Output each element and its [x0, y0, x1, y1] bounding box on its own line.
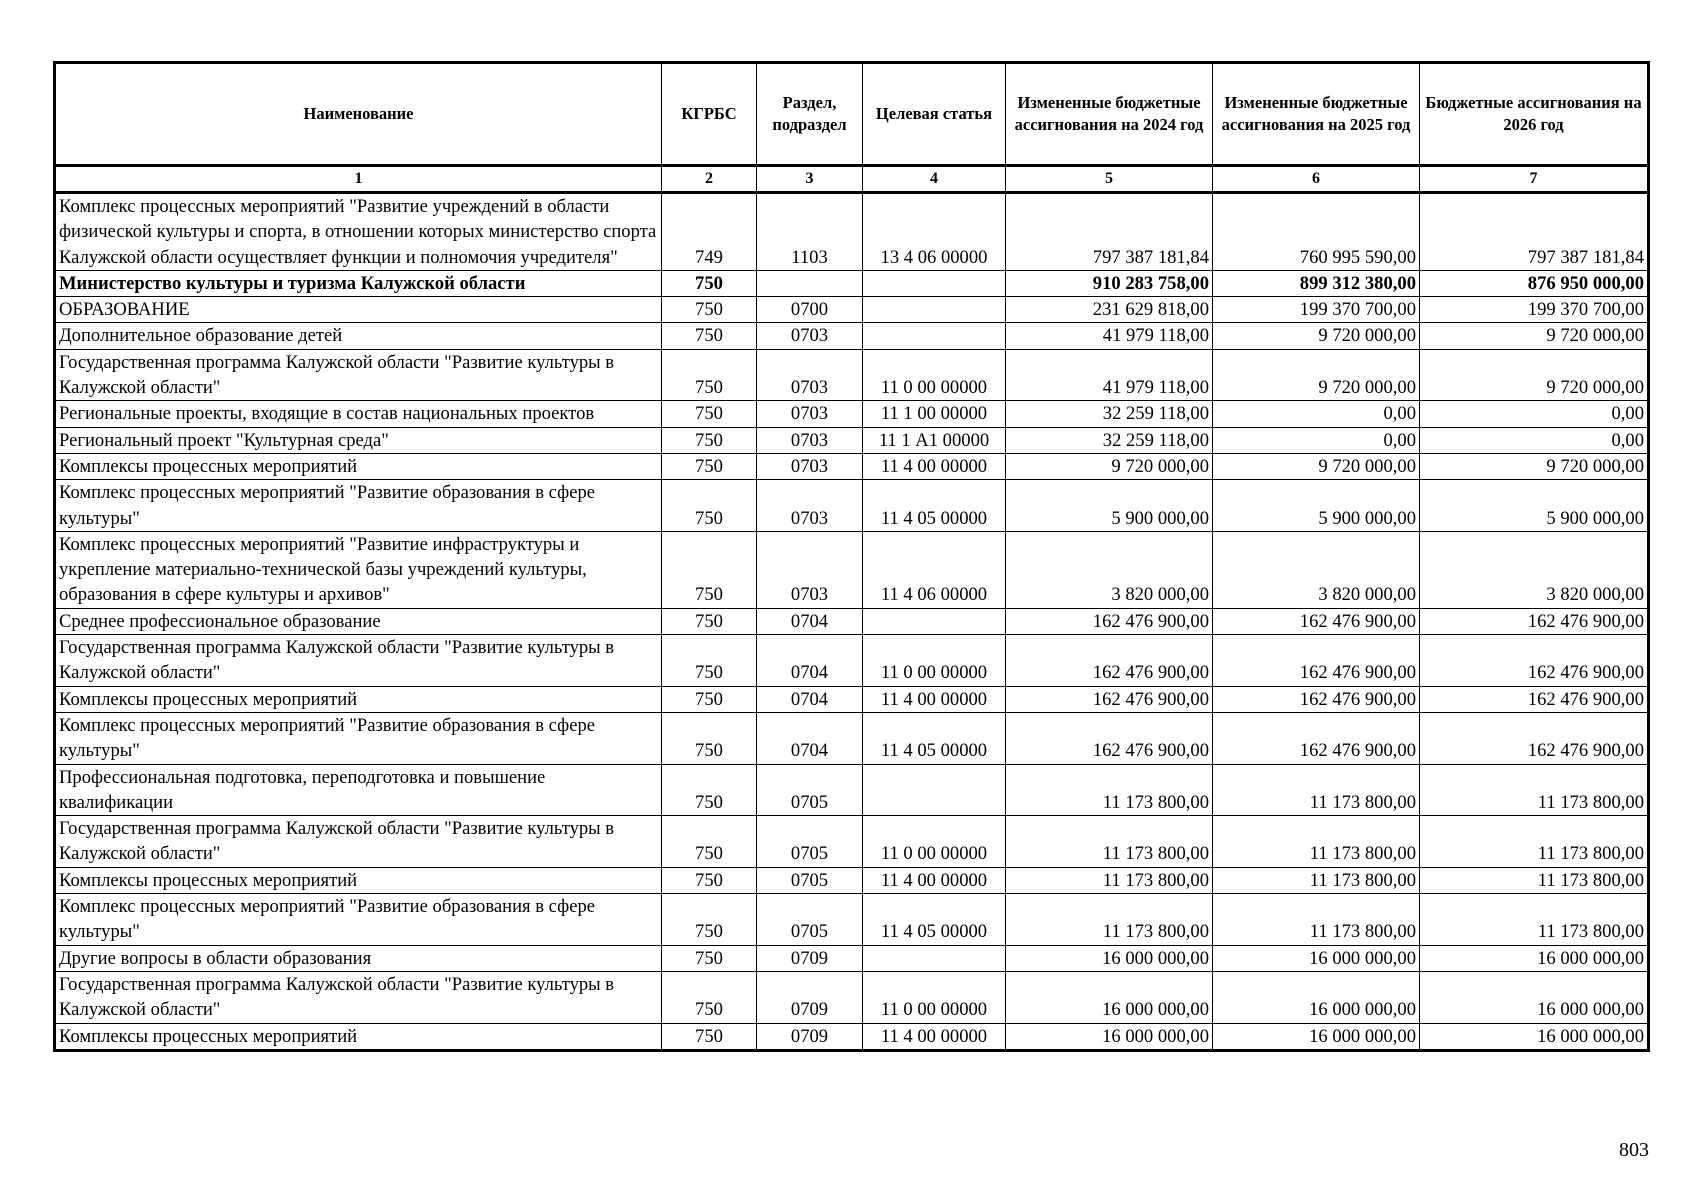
cell-amount-2025: 16 000 000,00 [1213, 945, 1420, 971]
column-number: 4 [863, 166, 1006, 193]
cell-section: 1103 [757, 193, 863, 271]
cell-target [863, 297, 1006, 323]
cell-amount-2026: 0,00 [1420, 427, 1649, 453]
cell-name: Государственная программа Калужской области "Развитие культуры в Калужской области" [55, 349, 662, 401]
table-row [55, 635, 1649, 687]
cell-kgrbs: 750 [662, 764, 757, 816]
table-row [55, 453, 1649, 479]
column-number: 1 [55, 166, 662, 193]
cell-name: Комплекс процессных мероприятий "Развитие образования в сфере культуры" [55, 712, 662, 764]
cell-name: Региональный проект "Культурная среда" [55, 427, 662, 453]
cell-section: 0703 [757, 323, 863, 349]
table-row [55, 270, 1649, 296]
cell-amount-2026: 11 173 800,00 [1420, 867, 1649, 893]
cell-amount-2024: 11 173 800,00 [1006, 867, 1213, 893]
page-number: 803 [1619, 1139, 1649, 1161]
cell-target: 11 4 05 00000 [863, 480, 1006, 532]
cell-amount-2025: 0,00 [1213, 401, 1420, 427]
table-row [55, 531, 1649, 608]
cell-name: Государственная программа Калужской области "Развитие культуры в Калужской области" [55, 816, 662, 868]
cell-amount-2024: 16 000 000,00 [1006, 971, 1213, 1023]
header-name: Наименование [55, 63, 662, 166]
cell-section: 0705 [757, 816, 863, 868]
cell-amount-2025: 5 900 000,00 [1213, 480, 1420, 532]
cell-amount-2025: 760 995 590,00 [1213, 193, 1420, 271]
cell-section: 0709 [757, 945, 863, 971]
cell-amount-2026: 162 476 900,00 [1420, 608, 1649, 634]
column-number: 7 [1420, 166, 1649, 193]
cell-kgrbs: 750 [662, 712, 757, 764]
table-row [55, 349, 1649, 401]
table-row [55, 608, 1649, 634]
cell-target [863, 608, 1006, 634]
cell-section: 0705 [757, 867, 863, 893]
cell-name: Региональные проекты, входящие в состав национальных проектов [55, 401, 662, 427]
cell-amount-2026: 162 476 900,00 [1420, 712, 1649, 764]
cell-name: Среднее профессиональное образование [55, 608, 662, 634]
cell-section: 0703 [757, 531, 863, 608]
cell-amount-2026: 9 720 000,00 [1420, 323, 1649, 349]
cell-section: 0709 [757, 971, 863, 1023]
cell-target: 13 4 06 00000 [863, 193, 1006, 271]
table-row [55, 401, 1649, 427]
cell-amount-2024: 11 173 800,00 [1006, 764, 1213, 816]
cell-target: 11 1 00 00000 [863, 401, 1006, 427]
header-kgrbs: КГРБС [662, 63, 757, 166]
table-row [55, 945, 1649, 971]
cell-target [863, 270, 1006, 296]
cell-amount-2025: 9 720 000,00 [1213, 349, 1420, 401]
cell-amount-2024: 162 476 900,00 [1006, 608, 1213, 634]
cell-section: 0703 [757, 453, 863, 479]
table-row [55, 686, 1649, 712]
cell-amount-2024: 231 629 818,00 [1006, 297, 1213, 323]
cell-amount-2024: 910 283 758,00 [1006, 270, 1213, 296]
cell-name: Комплекс процессных мероприятий "Развитие образования в сфере культуры" [55, 480, 662, 532]
column-number: 5 [1006, 166, 1213, 193]
cell-name: Государственная программа Калужской области "Развитие культуры в Калужской области" [55, 635, 662, 687]
cell-amount-2026: 9 720 000,00 [1420, 453, 1649, 479]
header-section: Раздел, подраздел [757, 63, 863, 166]
cell-kgrbs: 750 [662, 270, 757, 296]
cell-section: 0705 [757, 894, 863, 946]
cell-amount-2026: 199 370 700,00 [1420, 297, 1649, 323]
cell-section: 0703 [757, 401, 863, 427]
cell-name: Комплексы процессных мероприятий [55, 453, 662, 479]
table-row [55, 764, 1649, 816]
cell-name: Профессиональная подготовка, переподготовка и повышение квалификации [55, 764, 662, 816]
column-number: 6 [1213, 166, 1420, 193]
cell-amount-2025: 162 476 900,00 [1213, 712, 1420, 764]
cell-target [863, 323, 1006, 349]
cell-name: Другие вопросы в области образования [55, 945, 662, 971]
header-target: Целевая статья [863, 63, 1006, 166]
header-2024: Измененные бюджетные ассигнования на 2024 год [1006, 63, 1213, 166]
header-2026: Бюджетные ассигнования на 2026 год [1420, 63, 1649, 166]
cell-amount-2025: 0,00 [1213, 427, 1420, 453]
cell-kgrbs: 750 [662, 635, 757, 687]
cell-amount-2026: 11 173 800,00 [1420, 816, 1649, 868]
cell-amount-2024: 797 387 181,84 [1006, 193, 1213, 271]
cell-amount-2026: 16 000 000,00 [1420, 971, 1649, 1023]
cell-amount-2025: 899 312 380,00 [1213, 270, 1420, 296]
cell-amount-2025: 16 000 000,00 [1213, 1023, 1420, 1050]
cell-kgrbs: 750 [662, 816, 757, 868]
cell-amount-2024: 41 979 118,00 [1006, 349, 1213, 401]
cell-target: 11 4 00 00000 [863, 686, 1006, 712]
cell-kgrbs: 750 [662, 894, 757, 946]
cell-name: Комплекс процессных мероприятий "Развитие учреждений в области физической культуры и спорта, в отношении которых министерство спорта Калужской области осуществляет функции и полномочия учредителя" [55, 193, 662, 271]
cell-amount-2026: 797 387 181,84 [1420, 193, 1649, 271]
table-row [55, 193, 1649, 271]
cell-amount-2025: 11 173 800,00 [1213, 894, 1420, 946]
cell-section: 0703 [757, 349, 863, 401]
cell-section: 0704 [757, 686, 863, 712]
cell-name: Комплексы процессных мероприятий [55, 1023, 662, 1050]
cell-amount-2025: 11 173 800,00 [1213, 764, 1420, 816]
cell-target: 11 0 00 00000 [863, 971, 1006, 1023]
cell-target: 11 4 00 00000 [863, 453, 1006, 479]
cell-amount-2026: 11 173 800,00 [1420, 764, 1649, 816]
column-number: 2 [662, 166, 757, 193]
table-row [55, 867, 1649, 893]
cell-name: Комплекс процессных мероприятий "Развитие инфраструктуры и укрепление материально-технической базы учреждений культуры, образования в сфере культуры и архивов" [55, 531, 662, 608]
cell-section: 0703 [757, 480, 863, 532]
cell-section: 0704 [757, 712, 863, 764]
cell-amount-2024: 16 000 000,00 [1006, 945, 1213, 971]
header-row [55, 63, 1649, 166]
cell-kgrbs: 750 [662, 867, 757, 893]
cell-name: Дополнительное образование детей [55, 323, 662, 349]
cell-kgrbs: 750 [662, 297, 757, 323]
cell-amount-2024: 11 173 800,00 [1006, 894, 1213, 946]
cell-name: Министерство культуры и туризма Калужской области [55, 270, 662, 296]
cell-amount-2026: 9 720 000,00 [1420, 349, 1649, 401]
cell-amount-2026: 876 950 000,00 [1420, 270, 1649, 296]
cell-kgrbs: 750 [662, 686, 757, 712]
cell-target: 11 0 00 00000 [863, 349, 1006, 401]
cell-amount-2024: 11 173 800,00 [1006, 816, 1213, 868]
column-number-row [55, 166, 1649, 193]
cell-section: 0704 [757, 608, 863, 634]
cell-amount-2024: 9 720 000,00 [1006, 453, 1213, 479]
cell-target: 11 4 00 00000 [863, 1023, 1006, 1050]
cell-section: 0705 [757, 764, 863, 816]
column-number: 3 [757, 166, 863, 193]
cell-amount-2024: 41 979 118,00 [1006, 323, 1213, 349]
cell-amount-2025: 199 370 700,00 [1213, 297, 1420, 323]
header-2025: Измененные бюджетные ассигнования на 2025 год [1213, 63, 1420, 166]
table-row [55, 1023, 1649, 1050]
cell-amount-2025: 11 173 800,00 [1213, 816, 1420, 868]
cell-amount-2026: 3 820 000,00 [1420, 531, 1649, 608]
cell-amount-2025: 11 173 800,00 [1213, 867, 1420, 893]
cell-target: 11 0 00 00000 [863, 816, 1006, 868]
cell-kgrbs: 750 [662, 323, 757, 349]
cell-kgrbs: 750 [662, 971, 757, 1023]
budget-appropriations-table [53, 61, 1650, 1052]
table-row [55, 894, 1649, 946]
cell-amount-2025: 162 476 900,00 [1213, 635, 1420, 687]
cell-amount-2025: 9 720 000,00 [1213, 453, 1420, 479]
cell-target: 11 4 06 00000 [863, 531, 1006, 608]
cell-section: 0704 [757, 635, 863, 687]
cell-name: ОБРАЗОВАНИЕ [55, 297, 662, 323]
cell-amount-2025: 3 820 000,00 [1213, 531, 1420, 608]
cell-amount-2025: 16 000 000,00 [1213, 971, 1420, 1023]
table-row [55, 323, 1649, 349]
table-row [55, 427, 1649, 453]
cell-section [757, 270, 863, 296]
cell-name: Комплексы процессных мероприятий [55, 686, 662, 712]
cell-kgrbs: 750 [662, 401, 757, 427]
cell-amount-2026: 11 173 800,00 [1420, 894, 1649, 946]
cell-section: 0700 [757, 297, 863, 323]
cell-amount-2026: 162 476 900,00 [1420, 686, 1649, 712]
cell-target: 11 0 00 00000 [863, 635, 1006, 687]
cell-target [863, 945, 1006, 971]
cell-target: 11 1 А1 00000 [863, 427, 1006, 453]
cell-amount-2024: 3 820 000,00 [1006, 531, 1213, 608]
cell-name: Комплекс процессных мероприятий "Развитие образования в сфере культуры" [55, 894, 662, 946]
cell-kgrbs: 750 [662, 608, 757, 634]
cell-amount-2024: 5 900 000,00 [1006, 480, 1213, 532]
cell-amount-2026: 5 900 000,00 [1420, 480, 1649, 532]
cell-kgrbs: 750 [662, 480, 757, 532]
cell-target: 11 4 05 00000 [863, 894, 1006, 946]
cell-amount-2024: 162 476 900,00 [1006, 712, 1213, 764]
cell-amount-2025: 162 476 900,00 [1213, 608, 1420, 634]
table-row [55, 480, 1649, 532]
cell-amount-2025: 162 476 900,00 [1213, 686, 1420, 712]
cell-amount-2024: 16 000 000,00 [1006, 1023, 1213, 1050]
cell-kgrbs: 750 [662, 427, 757, 453]
cell-section: 0703 [757, 427, 863, 453]
cell-section: 0709 [757, 1023, 863, 1050]
table-row [55, 297, 1649, 323]
cell-amount-2026: 16 000 000,00 [1420, 945, 1649, 971]
cell-kgrbs: 750 [662, 349, 757, 401]
cell-amount-2026: 0,00 [1420, 401, 1649, 427]
cell-amount-2026: 16 000 000,00 [1420, 1023, 1649, 1050]
cell-target [863, 764, 1006, 816]
table-header [55, 63, 1649, 193]
cell-target: 11 4 05 00000 [863, 712, 1006, 764]
cell-name: Государственная программа Калужской области "Развитие культуры в Калужской области" [55, 971, 662, 1023]
cell-amount-2025: 9 720 000,00 [1213, 323, 1420, 349]
cell-amount-2024: 32 259 118,00 [1006, 401, 1213, 427]
cell-kgrbs: 749 [662, 193, 757, 271]
cell-amount-2024: 162 476 900,00 [1006, 686, 1213, 712]
cell-kgrbs: 750 [662, 1023, 757, 1050]
table-row [55, 816, 1649, 868]
cell-kgrbs: 750 [662, 453, 757, 479]
cell-name: Комплексы процессных мероприятий [55, 867, 662, 893]
cell-amount-2026: 162 476 900,00 [1420, 635, 1649, 687]
table-body [55, 193, 1649, 1051]
table-row [55, 712, 1649, 764]
cell-amount-2024: 162 476 900,00 [1006, 635, 1213, 687]
cell-amount-2024: 32 259 118,00 [1006, 427, 1213, 453]
table-row [55, 971, 1649, 1023]
cell-kgrbs: 750 [662, 531, 757, 608]
cell-kgrbs: 750 [662, 945, 757, 971]
cell-target: 11 4 00 00000 [863, 867, 1006, 893]
